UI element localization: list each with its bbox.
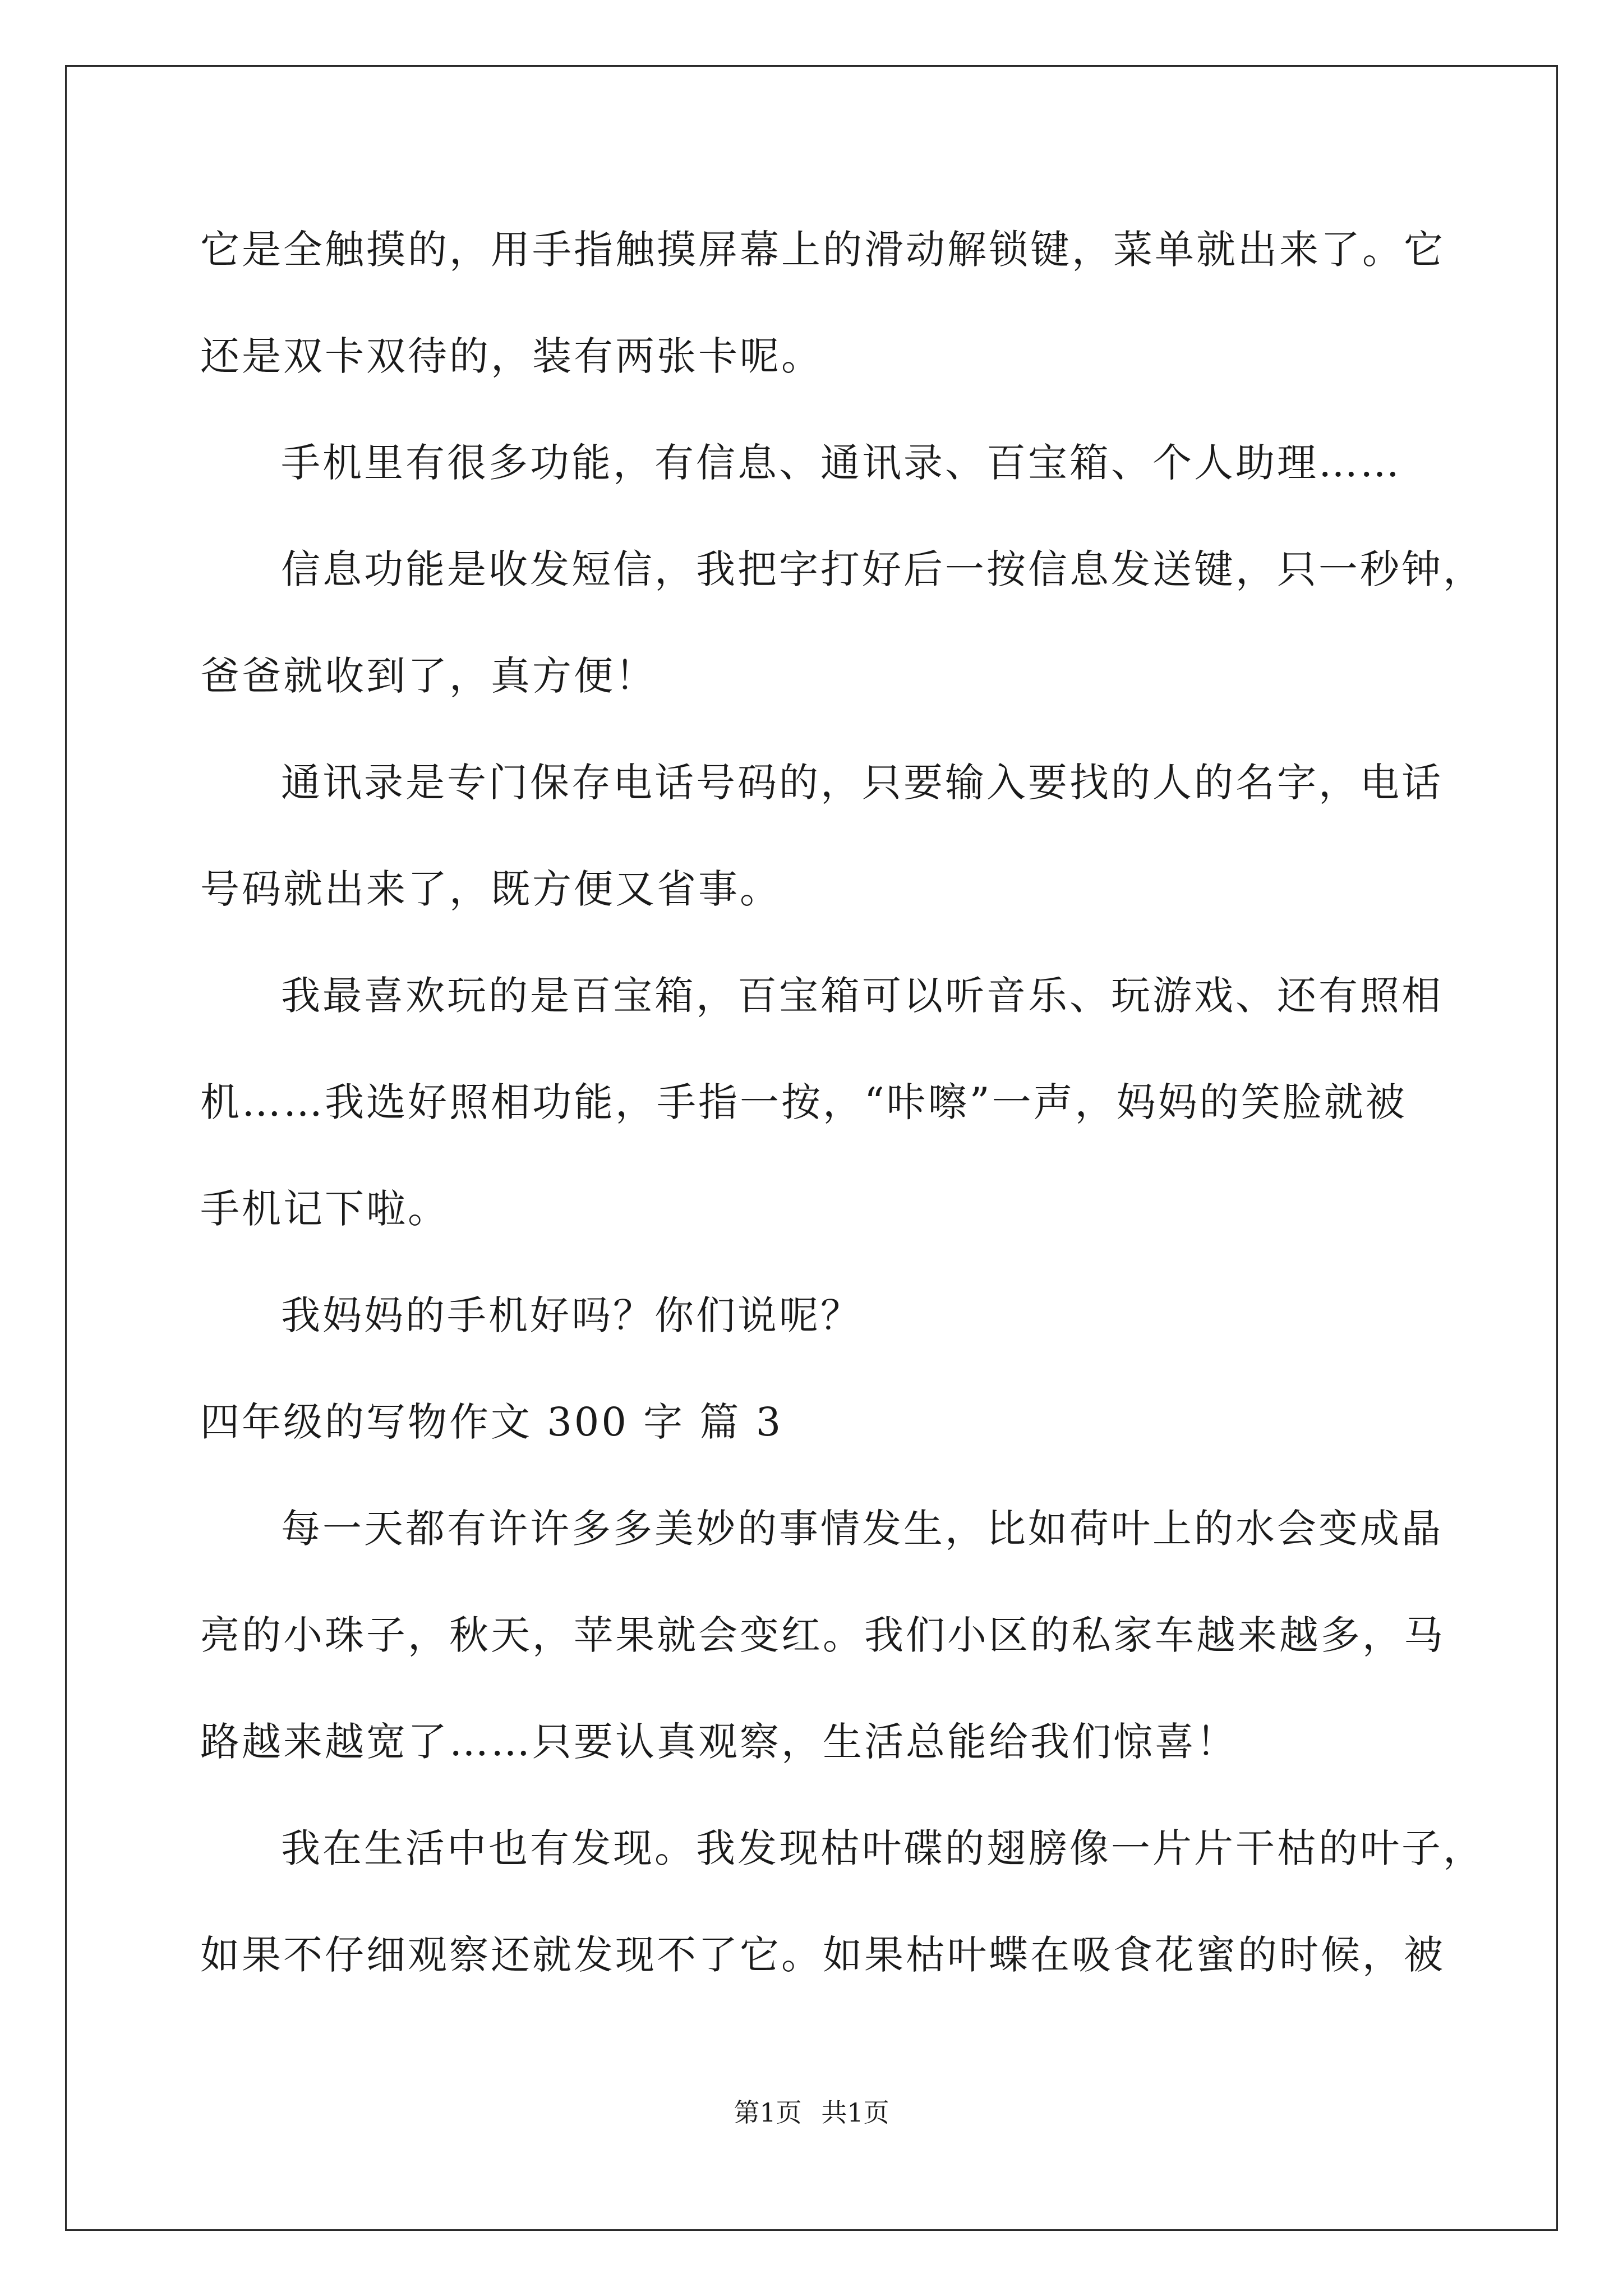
- text-line: 机……我选好照相功能，手指一按，“咔嚓”一声，妈妈的笑脸就被: [200, 1079, 1407, 1125]
- text-line: 每一天都有许许多多美妙的事情发生，比如荷叶上的水会变成晶: [281, 1506, 1443, 1552]
- text-line: 还是双卡双待的，装有两张卡呢。: [200, 333, 823, 379]
- text-line: 如果不仔细观察还就发现不了它。如果枯叶蝶在吸食花蜜的时候，被: [200, 1932, 1445, 1978]
- text-line: 信息功能是收发短信，我把字打好后一按信息发送键，只一秒钟，: [281, 546, 1484, 592]
- text-line: 我最喜欢玩的是百宝箱，百宝箱可以听音乐、玩游戏、还有照相: [281, 973, 1443, 1019]
- text-line: 手机记下啦。: [200, 1186, 449, 1232]
- page-number-total: 共1页: [821, 2097, 889, 2128]
- text-line: 手机里有很多功能，有信息、通讯录、百宝箱、个人助理……: [281, 440, 1401, 486]
- text-line: 号码就出来了，既方便又省事。: [200, 866, 781, 912]
- document-body: [200, 196, 1484, 2008]
- text-line: 爸爸就收到了，真方便！: [200, 653, 657, 699]
- text-line: 我妈妈的手机好吗？你们说呢？: [281, 1292, 862, 1338]
- text-line: 我在生活中也有发现。我发现枯叶碟的翅膀像一片片干枯的叶子，: [281, 1825, 1484, 1871]
- page-number-current: 第1页: [734, 2097, 802, 2128]
- text-line: 路越来越宽了……只要认真观察，生活总能给我们惊喜！: [200, 1719, 1238, 1765]
- section-heading: 四年级的写物作文 300 字 篇 3: [200, 1399, 783, 1445]
- text-line: 通讯录是专门保存电话号码的，只要输入要找的人的名字，电话: [281, 760, 1443, 806]
- text-line: 它是全触摸的，用手指触摸屏幕上的滑动解锁键，菜单就出来了。它: [200, 227, 1445, 273]
- text-line: 亮的小珠子，秋天，苹果就会变红。我们小区的私家车越来越多，马: [200, 1612, 1445, 1658]
- page-footer: [0, 2096, 1623, 2129]
